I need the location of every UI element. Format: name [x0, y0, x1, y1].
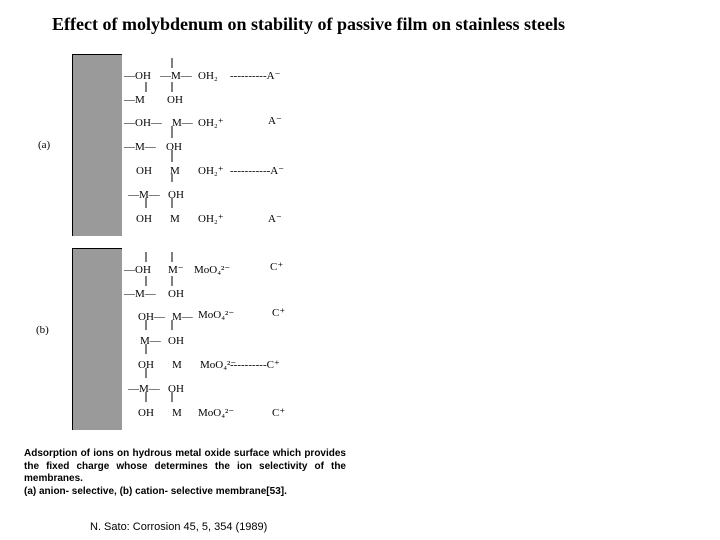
- panel-b-row-3-c2: M—: [172, 311, 193, 323]
- panel-b-row-2-c2: OH: [168, 288, 184, 300]
- panel-a-row-4-c2: OH: [166, 141, 182, 153]
- panel-b-row-7-c1: OH: [138, 407, 154, 419]
- panel-b-row-5-c2: M: [172, 359, 182, 371]
- panel-b-row-1-c4: C⁺: [270, 261, 284, 273]
- panel-b-row-6-c1: —M—: [128, 383, 160, 395]
- panel-a-row-6-c2: OH: [168, 189, 184, 201]
- panel-a-label: (a): [38, 139, 51, 151]
- panel-b-row-7-c3: MoO₄²⁻: [198, 407, 235, 419]
- panel-b-row-2-c1: —M—: [124, 288, 156, 300]
- panel-a-row-1-c1: —OH: [124, 70, 151, 82]
- panel-a-row-2-c2: OH: [167, 94, 183, 106]
- caption-line-1: Adsorption of ions on hydrous metal oxide surface which provides the fixed charge whose determines the ion selectivity of the membranes.: [24, 448, 346, 484]
- panel-a-row-5-c2: M: [170, 165, 180, 177]
- panel-a-row-5-c1: OH: [136, 165, 152, 177]
- panel-b-row-7-c2: M: [172, 407, 182, 419]
- panel-a-row-3-c4: A⁻: [268, 115, 282, 127]
- panel-b-row-3-c1: OH—: [138, 311, 165, 323]
- panel-b-row-6-c2: OH: [168, 383, 184, 395]
- panel-a-row-7-c2: M: [170, 213, 180, 225]
- page-title: Effect of molybdenum on stability of passive film on stainless steels: [52, 14, 565, 34]
- panel-a-row-3-c3: OH₂⁺: [198, 117, 224, 129]
- panel-a-row-3-c2: M—: [172, 117, 193, 129]
- panel-a-row-1-c2: —M—: [160, 70, 192, 82]
- panel-a-row-2-c1: —M: [124, 94, 145, 106]
- panel-a-row-7-c4: A⁻: [268, 213, 282, 225]
- panel-a-row-1-c3: OH₂: [198, 70, 218, 82]
- panel-a-row-6-c1: —M—: [128, 189, 160, 201]
- panel-b-row-7-c4: C⁺: [272, 407, 286, 419]
- panel-b-row-4-c1: M—: [140, 335, 161, 347]
- reference-citation: N. Sato: Corrosion 45, 5, 354 (1989): [90, 521, 268, 533]
- panel-b-row-5-c3: MoO₄²⁻: [200, 359, 237, 371]
- panel-b-row-1-c2: M⁻: [168, 264, 184, 276]
- panel-b-diagram: [72, 248, 302, 434]
- panel-a-row-7-c3: OH₂⁺: [198, 213, 224, 225]
- panel-b-row-3-c4: C⁺: [272, 307, 286, 319]
- panel-b-label: (b): [36, 324, 49, 336]
- panel-b-row-1-c3: MoO₄²⁻: [194, 264, 231, 276]
- figure-caption: [24, 448, 346, 498]
- panel-b-row-5-c4: ----------C⁺: [230, 359, 280, 371]
- panel-b-row-5-c1: OH: [138, 359, 154, 371]
- panel-b-row-4-c2: OH: [168, 335, 184, 347]
- panel-a-row-5-c3: OH₂⁺: [198, 165, 224, 177]
- panel-a-row-7-c1: OH: [136, 213, 152, 225]
- panel-a-row-3-c1: —OH—: [124, 117, 162, 129]
- panel-a-row-4-c1: —M—: [124, 141, 156, 153]
- panel-a-diagram: [72, 54, 302, 240]
- caption-line-2: (a) anion- selective, (b) cation- selective membrane[53].: [24, 485, 287, 497]
- panel-b-row-3-c3: MoO₄²⁻: [198, 309, 235, 321]
- panel-b-row-1-c1: —OH: [124, 264, 151, 276]
- panel-a-row-1-c4: ----------A⁻: [230, 70, 281, 82]
- panel-a-row-5-c4: -----------A⁻: [230, 165, 285, 177]
